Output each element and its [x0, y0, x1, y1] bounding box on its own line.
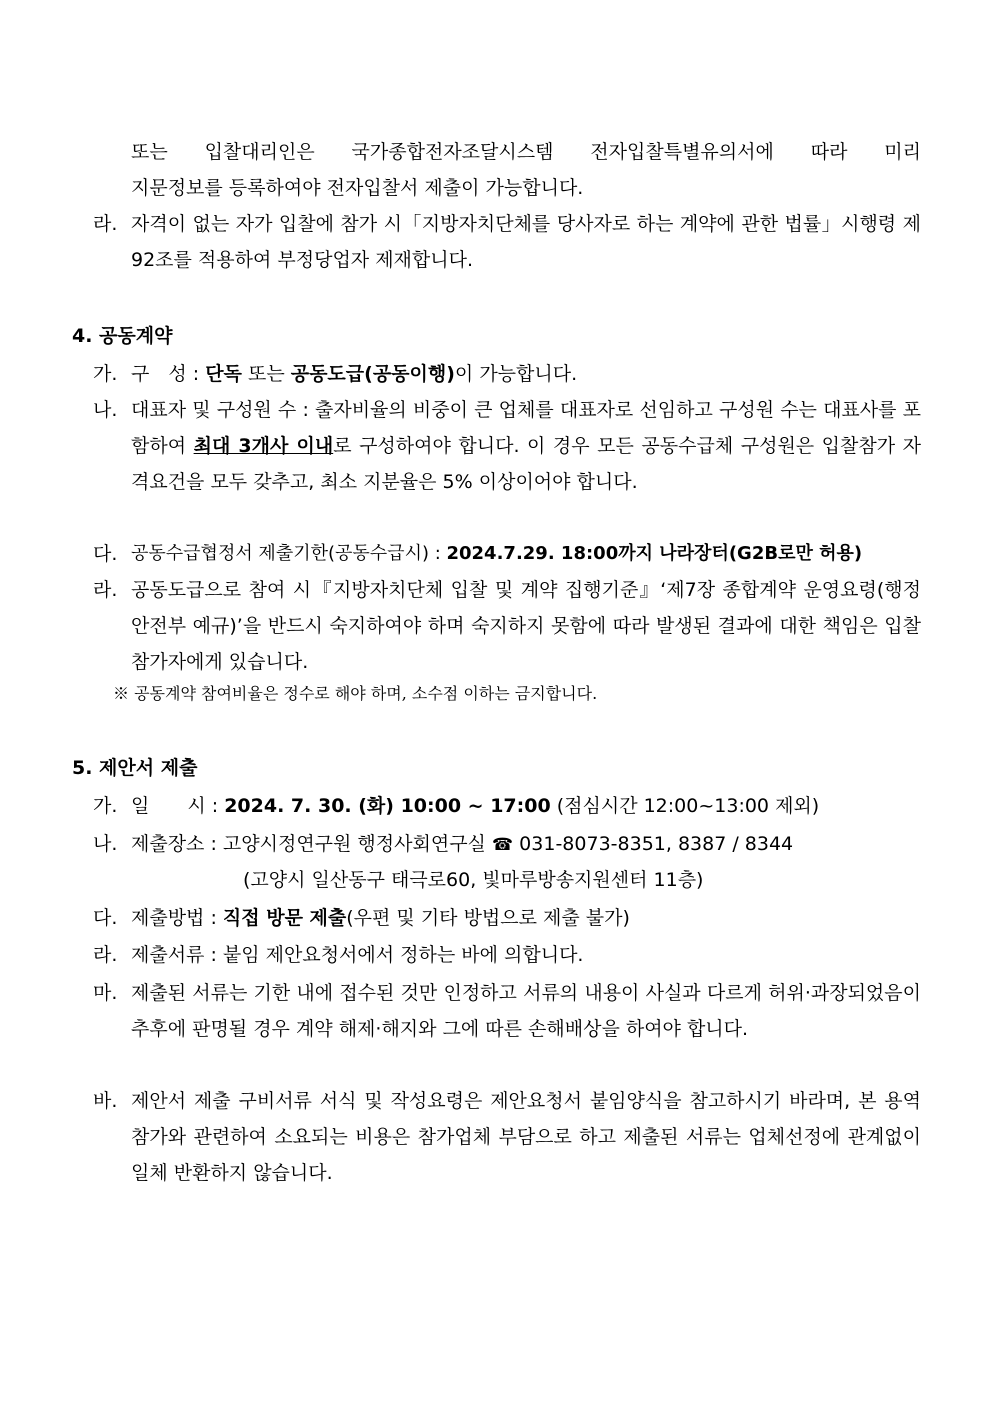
sec4-item-na	[93, 392, 921, 500]
item-label: 일 시 :	[131, 795, 225, 817]
item-text	[93, 536, 921, 572]
sec4-note: ※ 공동계약 참여비율은 정수로 해야 하며, 소수점 이하는 금지합니다.	[113, 684, 598, 703]
sec5-address: (고양시 일산동구 태극로60, 빛마루방송지원센터 11층)	[243, 869, 704, 891]
item-label: 구 성 :	[131, 363, 206, 385]
text: 로 구성하여야 합니다. 이 경우 모든 공동수급체 구성원은 입찰참가 자격요건을 모두 갖추고, 최소 지분율은 5% 이상이어야 합니다.	[131, 435, 921, 493]
text: (우편 및 기타 방법으로 제출 불가)	[346, 907, 630, 929]
item-ra-top	[93, 206, 921, 278]
item-marker: 가.	[93, 363, 118, 385]
text: (점심시간 12:00~13:00 제외)	[550, 795, 820, 817]
section-5-heading: 5. 제안서 제출	[72, 757, 198, 779]
continuation-line-2: 지문정보를 등록하여야 전자입찰서 제출이 가능합니다.	[131, 177, 584, 199]
item-text	[93, 392, 921, 500]
item-marker: 다.	[93, 907, 118, 929]
bold-text: 단독	[205, 363, 242, 385]
bold-text: 2024. 7. 30. (화) 10:00 ~ 17:00	[224, 795, 551, 817]
sec4-item-da	[93, 536, 921, 572]
item-marker: 라.	[93, 579, 118, 601]
item-marker: 라.	[93, 944, 118, 966]
item-text	[93, 788, 921, 824]
text: 대표자 및 구성원 수 : 출자비율의 비중이 큰 업체를 대표자로 선임하고 구성원 수는 대표사를 포함하여	[131, 399, 921, 457]
sec5-item-ba	[93, 1083, 921, 1191]
bold-text: 2024.7.29. 18:00까지 나라장터(G2B로만 허용)	[446, 543, 863, 564]
item-label: 제출장소 :	[131, 833, 223, 855]
item-text: 제출된 서류는 기한 내에 접수된 것만 인정하고 서류의 내용이 사실과 다르게 허위·과장되었음이 추후에 판명될 경우 계약 해제·해지와 그에 따른 손해배상을 하여야 합니다.	[131, 982, 921, 1040]
item-marker: 마.	[93, 982, 118, 1004]
text: 또는	[241, 363, 291, 385]
item-text: 자격이 없는 자가 입찰에 참가 시「지방자치단체를 당사자로 하는 계약에 관한 법률」시행령 제92조를 적용하여 부정당업자 제재합니다.	[131, 213, 921, 271]
item-text	[93, 826, 921, 863]
item-text: 공동도급으로 참여 시『지방자치단체 입찰 및 계약 집행기준』‘제7장 종합계약 운영요령(행정안전부 예규)’을 반드시 숙지하여야 하며 숙지하지 못함에 따라 발생된 결과에 대한 책임은 입찰참가자에게 있습니다.	[131, 579, 921, 673]
text: 031-8073-8351, 8387 / 8344	[513, 833, 794, 855]
item-marker: 나.	[93, 399, 118, 421]
continuation-paragraph	[131, 134, 921, 206]
sec5-item-na	[93, 826, 921, 863]
item-marker: 나.	[93, 833, 118, 855]
sec5-item-da	[93, 900, 921, 936]
phone-icon: ☎	[491, 835, 514, 855]
item-text: 제안서 제출 구비서류 서식 및 작성요령은 제안요청서 붙임양식을 참고하시기 바라며, 본 용역 참가와 관련하여 소요되는 비용은 참가업체 부담으로 하고 제출된 서류는 업체선정에 관계없이 일체 반환하지 않습니다.	[131, 1090, 921, 1184]
item-text	[93, 356, 921, 392]
text: 고양시정연구원 행정사회연구실	[222, 833, 492, 855]
section-4-heading: 4. 공동계약	[72, 325, 173, 347]
item-marker: 바.	[93, 1090, 118, 1112]
sec5-item-ga	[93, 788, 921, 824]
item-marker: 가.	[93, 795, 118, 817]
item-text	[93, 900, 921, 936]
item-label: 제출방법 :	[131, 907, 223, 929]
item-marker: 다.	[93, 543, 118, 565]
item-text: 제출서류 : 붙임 제안요청서에서 정하는 바에 의합니다.	[131, 944, 584, 966]
sec4-item-ga	[93, 356, 921, 392]
item-marker: 라.	[93, 213, 118, 235]
bold-text: 공동도급(공동이행)	[290, 363, 455, 385]
underlined-bold-text: 최대 3개사 이내	[193, 435, 334, 457]
bold-text: 직접 방문 제출	[222, 907, 347, 929]
text: 공동수급협정서 제출기한(공동수급시) :	[131, 543, 447, 564]
sec4-item-ra	[93, 572, 921, 680]
sec5-item-ma	[93, 975, 921, 1047]
text: 이 가능합니다.	[454, 363, 578, 385]
continuation-line-1: 또는 입찰대리인은 국가종합전자조달시스템 전자입찰특별유의서에 따라 미리	[131, 141, 921, 163]
sec5-item-ra	[93, 937, 921, 973]
